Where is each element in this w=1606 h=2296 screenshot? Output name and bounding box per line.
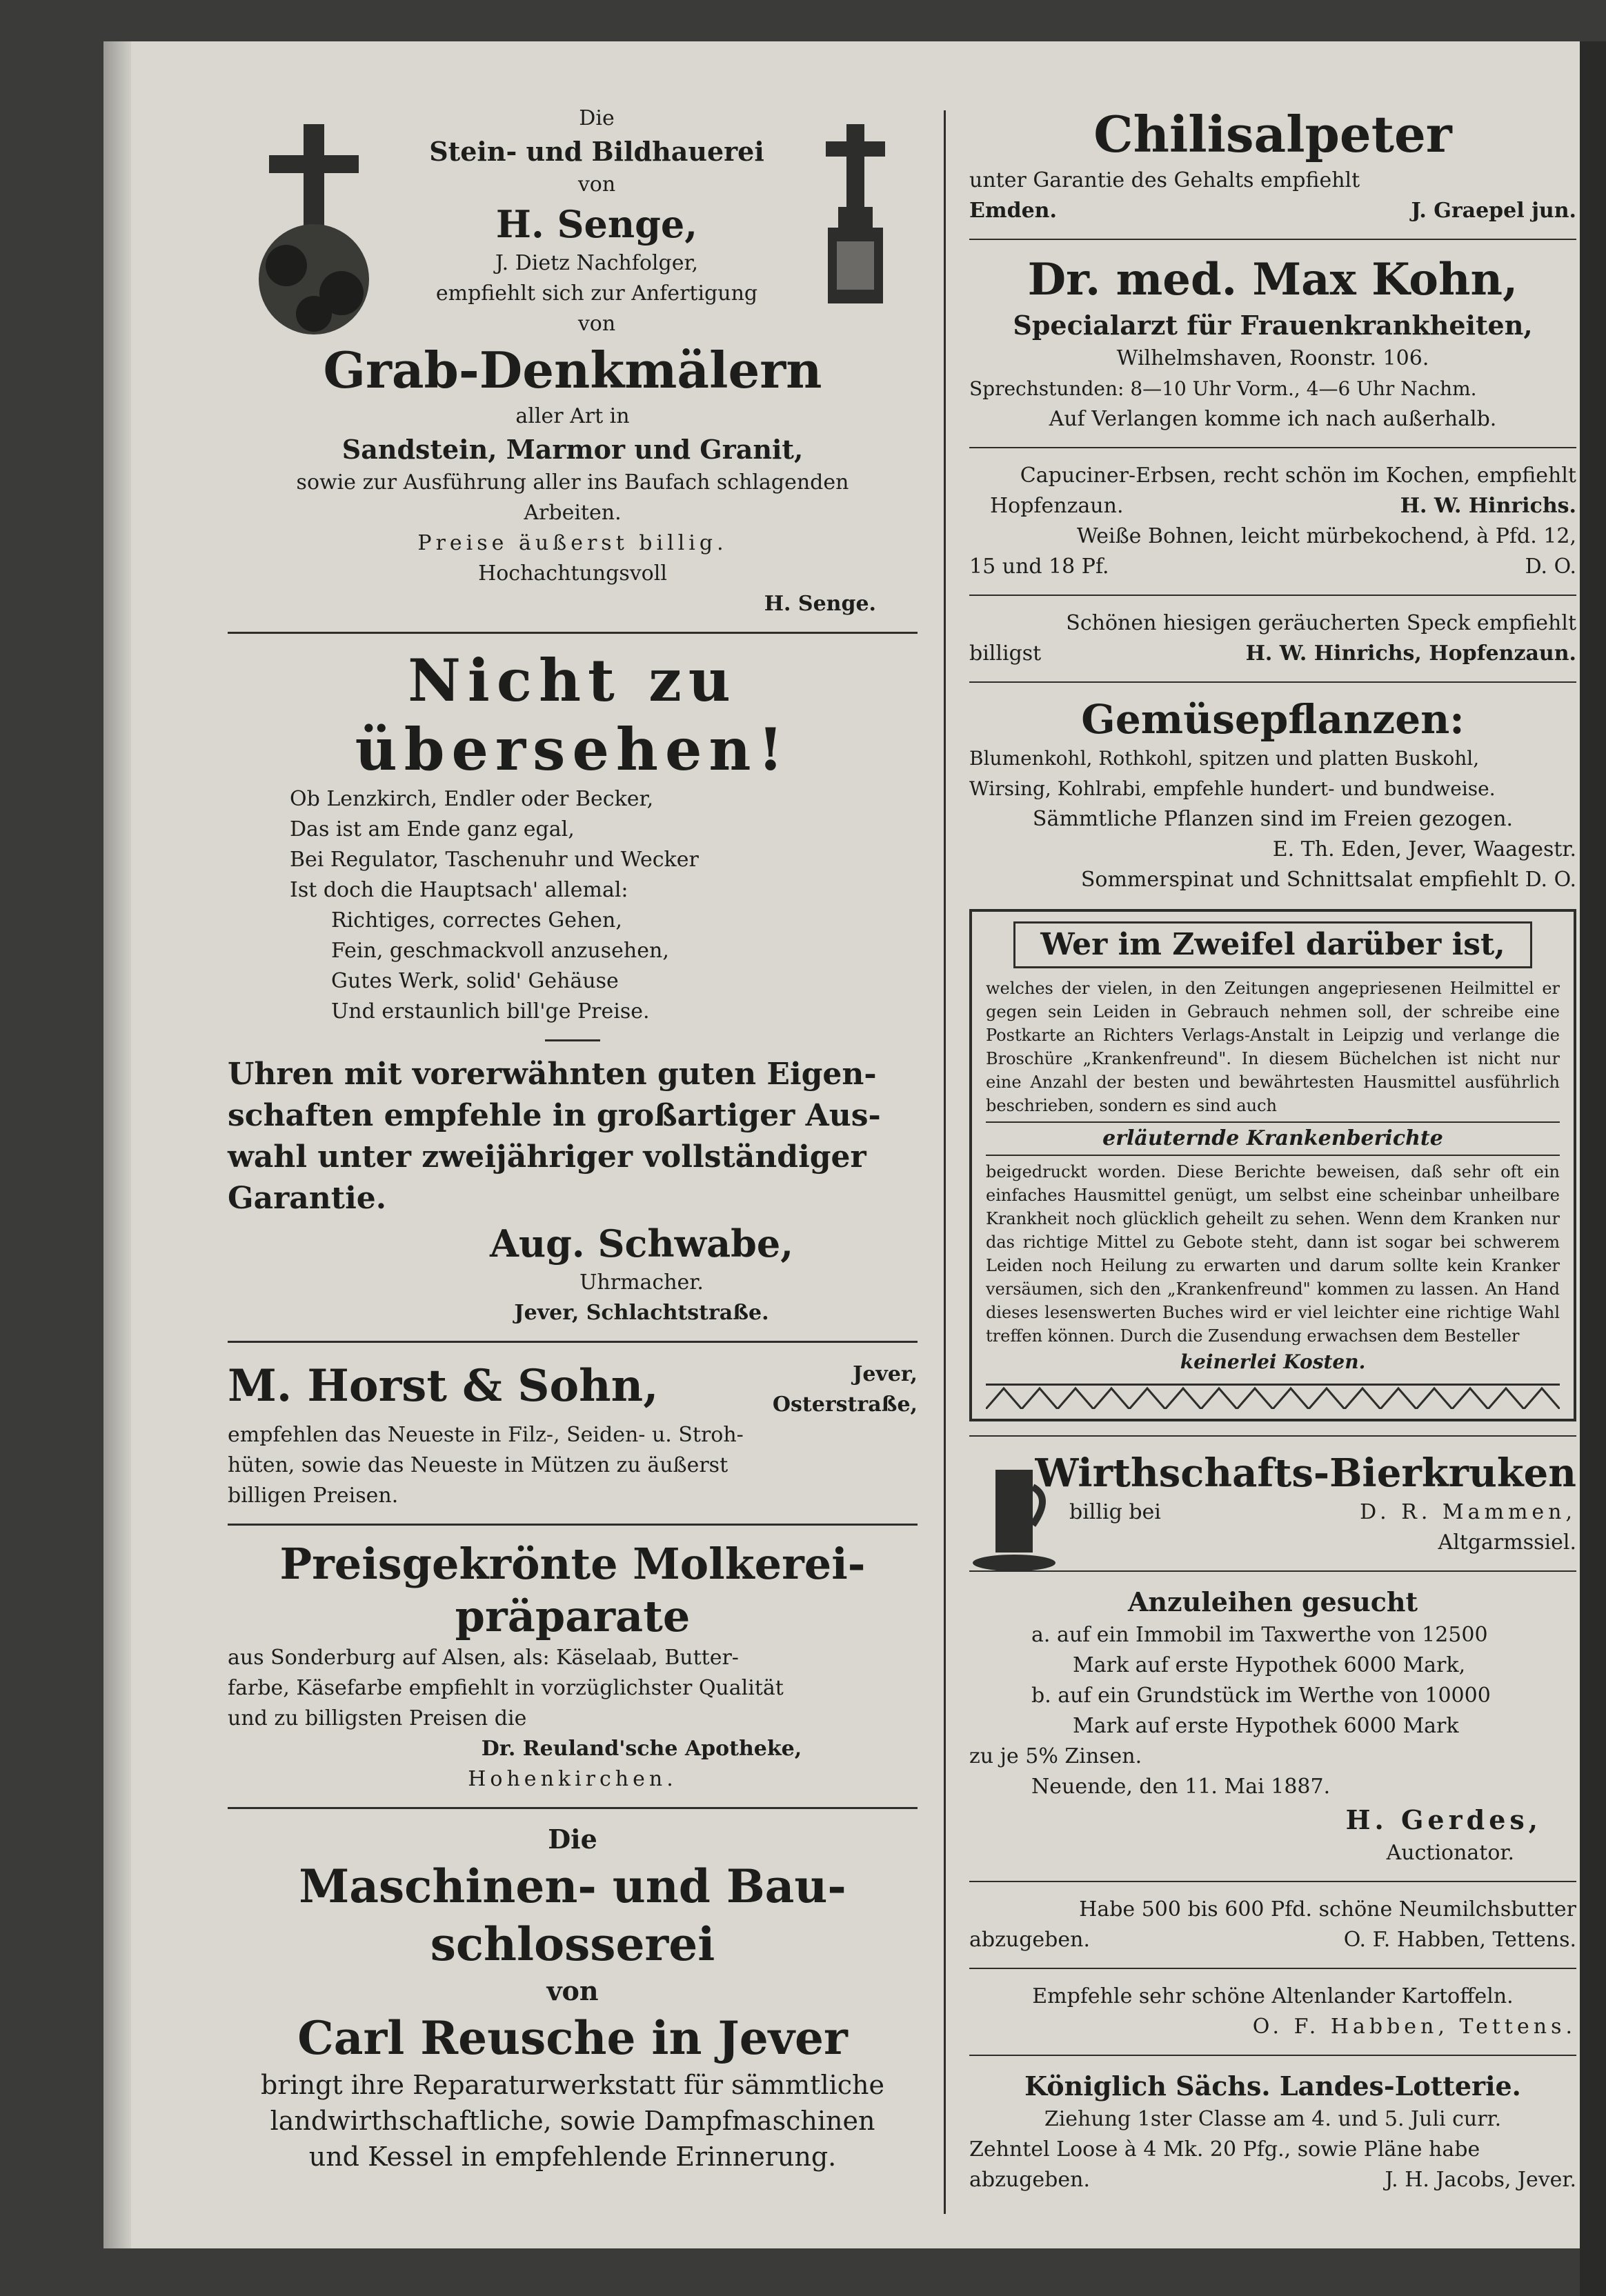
ad-line: Habe 500 bis 600 Pfd. schöne Neumilchsbutter (1079, 1897, 1576, 1921)
ad-line: von (546, 1975, 599, 2006)
ad-headline: Nicht zu übersehen! (355, 646, 791, 783)
short-rule (545, 1039, 600, 1041)
ad-line: billig bei (1069, 1500, 1161, 1524)
ad-name: J. Graepel jun. (1411, 199, 1576, 223)
ad-line: abzugeben. (969, 1928, 1090, 1952)
ad-paragraph: welches der vielen, in den Zeitungen angepriesenen Heilmittel er gegen sein Leiden in Gebrauch nehmen soll, der schreibe eine Postkarte an Richters Verlags-Anstalt in Leipzig und verlange die Broschüre „Krankenfreund". In diesem Büchelchen ist nicht nur eine Anzahl der besten und bewährtesten Hausmittel ausführlich beschrieben, sondern es sind auch (986, 979, 1560, 1115)
ad-line: Auf Verlangen komme ich nach außerhalb. (1049, 407, 1497, 431)
right-column (969, 103, 1576, 2195)
ad-line: Die (548, 1824, 597, 1855)
ad-separator (969, 239, 1576, 240)
ad-line: landwirthschaftliche, sowie Dampfmaschinen (270, 2106, 875, 2136)
ad-headline: Anzuleihen gesucht (1127, 1586, 1418, 1617)
ad-habben-kartoffeln (969, 1981, 1576, 2042)
ad-hinrichs-speck (969, 608, 1576, 669)
ad-line: aus Sonderburg auf Alsen, als: Käselaab, Butter- (228, 1646, 739, 1670)
poem-line: Ob Lenzkirch, Endler oder Becker, (290, 787, 654, 811)
ad-body-line: schaften empfehle in großartiger Aus- (228, 1098, 881, 1133)
column-divider (944, 110, 946, 2214)
ad-line: Hohenkirchen. (468, 1767, 677, 1791)
ad-line: und Kessel in empfehlende Erinnerung. (308, 2142, 837, 2172)
poem-line: Ist doch die Hauptsach' allemal: (290, 878, 628, 902)
ad-headline: präparate (455, 1591, 691, 1641)
ad-lotterie (969, 2068, 1576, 2195)
ad-line: farbe, Käsefarbe empfiehlt in vorzüglichster Qualität (228, 1676, 784, 1700)
ad-place: Altgarmssiel. (1438, 1530, 1576, 1555)
ad-hinrichs-erbsen (969, 461, 1576, 582)
ad-name: M. Horst & Sohn, (228, 1360, 659, 1412)
ad-separator (969, 1435, 1576, 1437)
ad-line: bringt ihre Reparaturwerkstatt für sämmtliche (260, 2070, 885, 2100)
ad-reusche (228, 1821, 918, 2175)
ad-signature: D. O. (1525, 555, 1576, 579)
scan-border (1580, 41, 1606, 2296)
ad-line: Sommerspinat und Schnittsalat empfiehlt D. O. (1080, 868, 1576, 892)
ad-separator (969, 1881, 1576, 1882)
ad-line: Blumenkohl, Rothkohl, spitzen und platten Buskohl, (969, 747, 1480, 770)
ad-line: Wirsing, Kohlrabi, empfehle hundert- und bundweise. (969, 777, 1496, 800)
ad-line: unter Garantie des Gehalts empfiehlt (969, 168, 1360, 192)
page-gutter (103, 41, 131, 2248)
poem-line: Das ist am Ende ganz egal, (290, 817, 575, 841)
zigzag-border-icon (986, 1384, 1560, 1409)
ad-schwabe (228, 646, 918, 1328)
ad-line: Zehntel Loose à 4 Mk. 20 Pfg., sowie Pläne habe (969, 2137, 1480, 2162)
ad-line: sowie zur Ausführung aller ins Baufach schlagenden (296, 470, 849, 495)
ad-line: und zu billigsten Preisen die (228, 1706, 527, 1730)
ad-line: billigen Preisen. (228, 1484, 399, 1508)
ad-body (228, 1054, 918, 1219)
ad-line: Uhrmacher. (579, 1270, 704, 1295)
ad-line: zu je 5% Zinsen. (969, 1744, 1142, 1768)
ad-gerdes (969, 1584, 1576, 1868)
ad-senge-body (228, 339, 918, 619)
ad-line: b. auf ein Grundstück im Werthe von 10000 (1031, 1684, 1491, 1708)
ad-signature: H. Senge. (764, 592, 876, 616)
ad-separator (228, 632, 918, 634)
ad-line: Weiße Bohnen, leicht mürbekochend, à Pfd. 12, (1076, 524, 1576, 548)
poem-line: Gutes Werk, solid' Gehäuse (331, 969, 619, 993)
ad-headline: schlosserei (430, 1917, 715, 1971)
ad-line: Ziehung 1ster Classe am 4. und 5. Juli curr. (1044, 2107, 1502, 2131)
ad-separator (228, 1524, 918, 1526)
ad-line: Arbeiten. (524, 501, 622, 525)
ad-line: von (577, 312, 616, 336)
ad-line: Sämmtliche Pflanzen sind im Freien gezogen. (1032, 807, 1514, 831)
ad-separator (969, 447, 1576, 448)
ad-line: Sprechstunden: 8—10 Uhr Vorm., 4—6 Uhr Nachm. (969, 377, 1477, 400)
ad-separator (969, 1968, 1576, 1969)
ad-subheadline: erläuternde Krankenberichte (986, 1121, 1560, 1156)
ad-line: Hochachtungsvoll (478, 561, 667, 586)
ad-date: Neuende, den 11. Mai 1887. (1031, 1775, 1331, 1799)
ad-name: O. F. Habben, Tettens. (1343, 1928, 1576, 1952)
ad-headline: Königlich Sächs. Landes-Lotterie. (1024, 2070, 1521, 2102)
ad-line: empfiehlt sich zur Anfertigung (435, 281, 758, 306)
poem-line: Und erstaunlich bill'ge Preise. (331, 999, 650, 1024)
ad-line: empfehlen das Neueste in Filz-, Seiden- u. Stroh- (228, 1423, 744, 1447)
ad-body-line: Garantie. (228, 1181, 387, 1216)
ad-senge (228, 103, 918, 339)
ad-place: Hopfenzaun. (990, 494, 1124, 518)
ad-separator (969, 595, 1576, 596)
ad-address-line: Jever, (853, 1362, 918, 1386)
ad-headline: Maschinen- und Bau- (299, 1859, 846, 1913)
ad-name: D. R. Mammen, (1360, 1500, 1576, 1524)
ad-name: Dr. Reuland'sche Apotheke, (481, 1737, 802, 1761)
ad-headline: Wirthschafts-Bierkruken (1035, 1450, 1576, 1496)
ad-name: H. Gerdes, (1345, 1804, 1542, 1835)
poem-line: Richtiges, correctes Gehen, (331, 908, 622, 932)
ad-line: Specialarzt für Frauenkrankheiten, (1013, 310, 1533, 341)
ad-separator (969, 2055, 1576, 2056)
left-column (228, 103, 918, 2175)
poem-line: Bei Regulator, Taschenuhr und Wecker (290, 848, 699, 872)
ad-line: Mark auf erste Hypothek 6000 Mark (1073, 1714, 1459, 1738)
ad-address (773, 1355, 918, 1420)
ad-headline: Chilisalpeter (1093, 105, 1452, 163)
ad-line: Mark auf erste Hypothek 6000 Mark, (1073, 1653, 1466, 1677)
ad-line: billigst (969, 641, 1042, 666)
ad-line: Schönen hiesigen geräucherten Speck empfiehlt (1066, 611, 1576, 635)
ad-name: J. H. Jacobs, Jever. (1385, 2168, 1576, 2192)
ad-molkerei (228, 1538, 918, 1795)
ad-separator (969, 1570, 1576, 1572)
ad-line: Die (579, 106, 615, 130)
ad-name: H. W. Hinrichs. (1400, 494, 1576, 518)
ad-line: E. Th. Eden, Jever, Waagestr. (1272, 837, 1576, 861)
ad-horst (228, 1355, 918, 1511)
ad-body-line: wahl unter zweijähriger vollständiger (228, 1139, 866, 1175)
ad-line: Capuciner-Erbsen, recht schön im Kochen, empfiehlt (1020, 463, 1576, 488)
ad-name: H. W. Hinrichs, Hopfenzaun. (1245, 641, 1576, 666)
ad-headline: Wer im Zweifel darüber ist, (1013, 921, 1532, 968)
beer-jug-icon (969, 1449, 1059, 1583)
ad-name: O. F. Habben, Tettens. (1252, 2015, 1576, 2039)
ad-line: a. auf ein Immobil im Taxwerthe von 12500 (1031, 1623, 1488, 1647)
ad-gemuese (969, 695, 1576, 895)
ad-line: Sandstein, Marmor und Granit, (341, 434, 804, 465)
poem-line: Fein, geschmackvoll anzusehen, (331, 939, 669, 963)
ad-body-line: Uhren mit vorerwähnten guten Eigen- (228, 1057, 877, 1092)
ad-line: 15 und 18 Pf. (969, 555, 1109, 579)
ad-address-line: Osterstraße, (772, 1392, 918, 1417)
ad-mammen (969, 1449, 1576, 1558)
ad-footer: keinerlei Kosten. (1180, 1350, 1366, 1373)
ad-headline: Preisgekrönte Molkerei- (279, 1539, 866, 1589)
ad-headline: Dr. med. Max Kohn, (1027, 254, 1518, 306)
ad-paragraph: beigedruckt worden. Diese Berichte beweisen, daß sehr oft ein einfaches Hausmittel genügt, um selbst eine scheinbar unheilbare Krankheit noch glücklich geheilt zu sehen. Wenn dem Kranken nur das richtige Mittel zu Gebote steht, dann ist sogar bei schwerem Leiden noch Heilung zu erwarten und darum sollte kein Kranker versäumen, sich den „Krankenfreund" kommen zu lassen. An Hand dieses lesenswerten Buches wird er viel leichter eine richtige Wahl treffen können. Durch die Zusendung erwachsen dem Besteller (986, 1162, 1560, 1346)
ad-place: Emden. (969, 199, 1057, 223)
ad-line: aller Art in (515, 404, 630, 428)
ad-separator (969, 681, 1576, 683)
ad-line: J. Dietz Nachfolger, (495, 251, 699, 275)
ad-line: abzugeben. (969, 2168, 1090, 2192)
ad-line: Preise äußerst billig. (417, 531, 728, 555)
ad-line: hüten, sowie das Neueste in Mützen zu äußerst (228, 1453, 728, 1477)
ad-line: Stein- und Bildhauerei (429, 136, 764, 167)
ad-line: Wilhelmshaven, Roonstr. 106. (1116, 346, 1429, 370)
ad-name: H. Senge, (495, 202, 698, 246)
ad-separator (228, 1807, 918, 1809)
ad-line: Empfehle sehr schöne Altenlander Kartoffeln. (1032, 1984, 1514, 2008)
ad-headline: Gemüsepflanzen: (1081, 696, 1465, 743)
ad-line: von (577, 172, 616, 197)
ad-headline: Grab-Denkmälern (323, 341, 822, 399)
ad-krankenfreund (969, 909, 1576, 1421)
ad-chilisalpeter (969, 103, 1576, 226)
ad-separator (228, 1341, 918, 1343)
ad-habben-butter (969, 1895, 1576, 1955)
ad-line: Jever, Schlachtstraße. (514, 1301, 769, 1325)
ad-name: Carl Reusche in Jever (297, 2011, 848, 2065)
ad-line: Auctionator. (1386, 1841, 1514, 1865)
ad-kohn (969, 252, 1576, 435)
ad-name: Aug. Schwabe, (489, 1221, 794, 1266)
